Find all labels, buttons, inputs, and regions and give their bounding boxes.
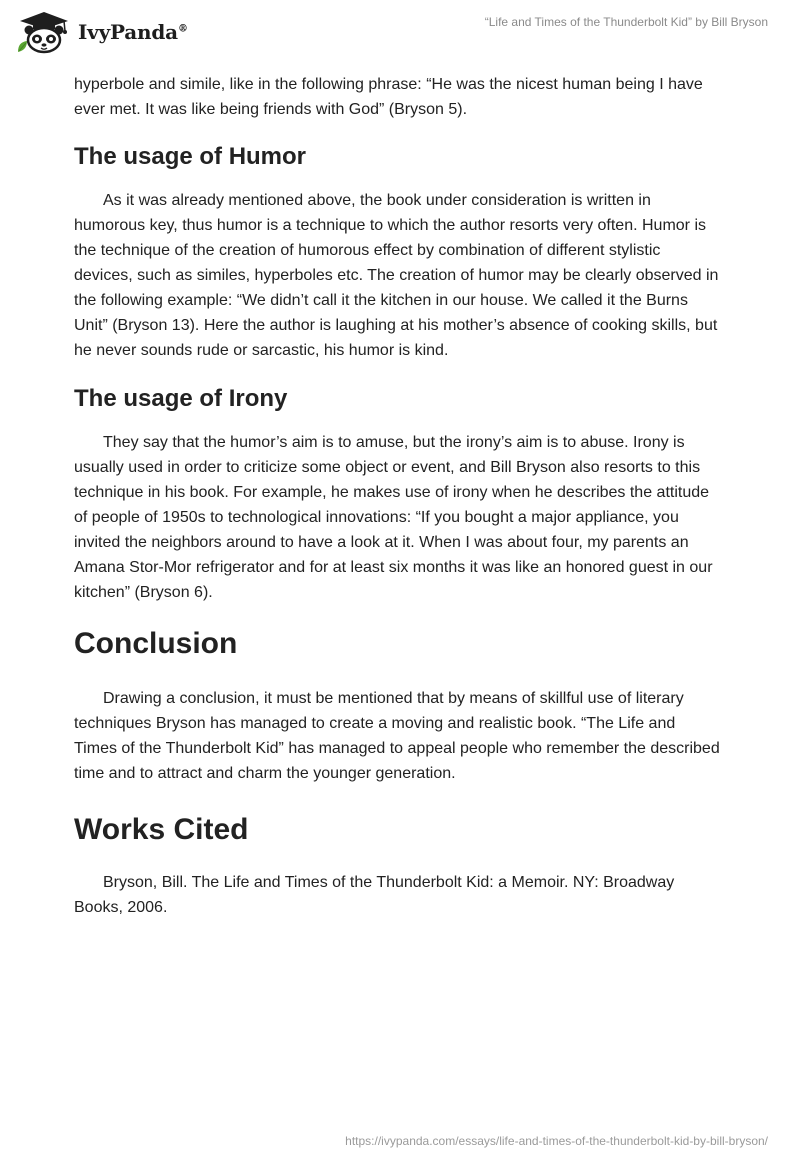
conclusion-paragraph: Drawing a conclusion, it must be mentioned that by means of skillful use of literary techniques Bryson has managed to create a moving and realistic book. “The Life and Times of the Thunderbolt Kid” has managed to appeal people who remember the described time and to attract and charm the younger generation. <box>74 690 720 782</box>
brand-name: IvyPanda® <box>78 20 188 44</box>
panda-graduate-logo-icon <box>14 8 74 54</box>
irony-heading: The usage of Irony <box>74 385 288 412</box>
source-url-link[interactable]: https://ivypanda.com/essays/life-and-times-of-the-thunderbolt-kid-by-bill-bryson/ <box>345 1134 768 1148</box>
humor-paragraph: As it was already mentioned above, the book under consideration is written in humorous key, thus humor is a technique to which the author resorts very often. Humor is the technique of the creation of humorous effect by combination of different stylistic devices, such as similes, hyperboles etc. The creation of humor may be clearly observed in the following example: “We didn’t call it the kitchen in our house. We called it the Burns Unit” (Bryson 13). Here the author is laughing at his mother’s absence of cooking skills, but he never sounds rude or sarcastic, his humor is kind. <box>74 192 719 359</box>
humor-heading: The usage of Humor <box>74 143 307 170</box>
registered-mark: ® <box>177 23 188 35</box>
document-title: “Life and Times of the Thunderbolt Kid” by Bill Bryson <box>484 15 768 29</box>
essay-body <box>74 72 720 920</box>
ivypanda-logo[interactable] <box>14 8 194 54</box>
conclusion-heading: Conclusion <box>74 627 238 660</box>
works-cited-entry: Bryson, Bill. The Life and Times of the Thunderbolt Kid: a Memoir. NY: Broadway Books, 2006. <box>74 874 675 916</box>
works-cited-heading: Works Cited <box>74 813 249 846</box>
page-header <box>0 0 800 60</box>
irony-paragraph: They say that the humor’s aim is to amuse, but the irony’s aim is to abuse. Irony is usually used in order to criticize some object or event, and Bill Bryson also resorts to this technique in his book. For example, he makes use of irony when he describes the attitude of people of 1950s to technological innovations: “If you bought a major appliance, you invited the neighbors around to have a look at it. When I was about four, my parents an Amana Stor-Mor refrigerator and for at least six months it was like an honored guest in our kitchen” (Bryson 6). <box>74 434 713 601</box>
intro-paragraph: hyperbole and simile, like in the following phrase: “He was the nicest human being I have ever met. It was like being friends with God” (Bryson 5). <box>74 76 703 118</box>
